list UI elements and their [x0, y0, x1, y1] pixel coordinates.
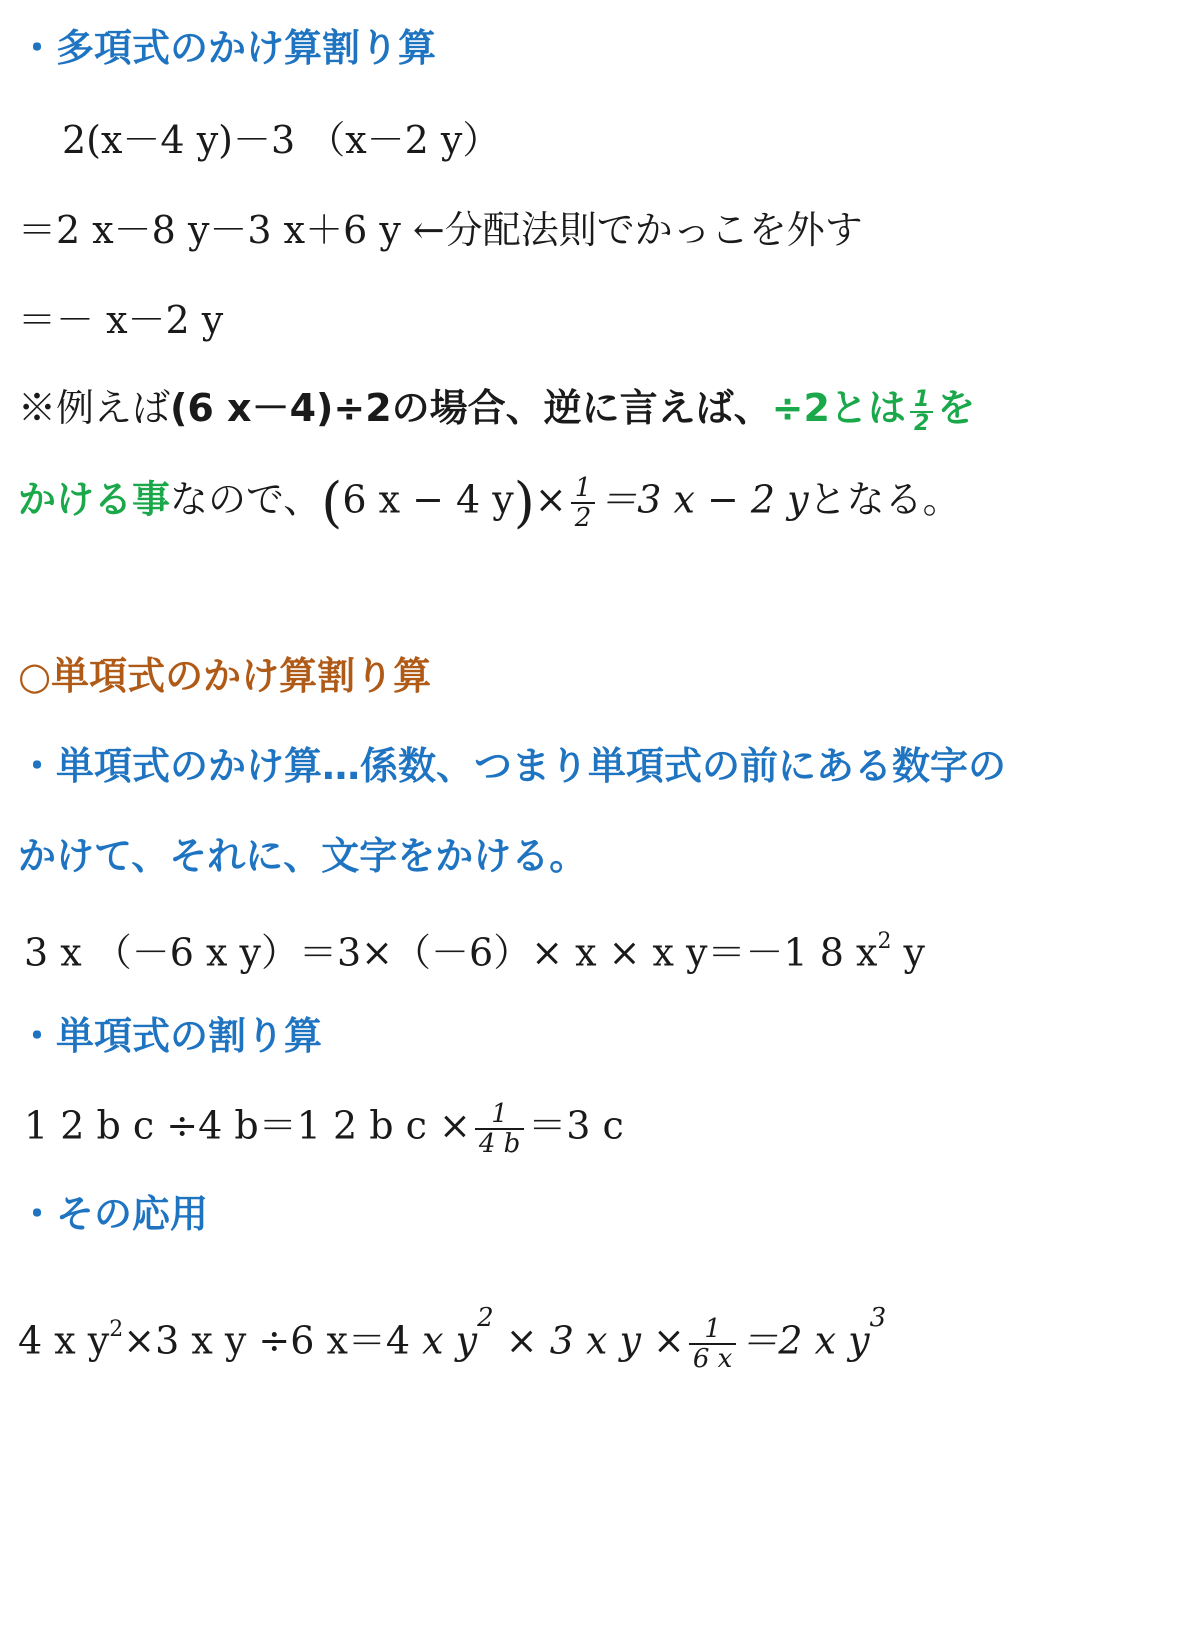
app-fraction [689, 1315, 736, 1373]
app-exp2: 2 [477, 1302, 494, 1333]
div-fraction [475, 1100, 524, 1158]
note-green: ÷2とは [771, 386, 906, 430]
app-exp1: 2 [109, 1317, 124, 1342]
div-frac-num: 1 [491, 1099, 508, 1129]
mult-expr-line [24, 922, 925, 977]
sub1-line-1: ・単項式のかけ算…係数、つまり単項式の前にある数字の [18, 744, 1007, 788]
app-mid: ×3 x y ÷6 x＝4 [123, 1318, 423, 1363]
note2-green: かける事 [18, 477, 171, 522]
app-times: × [640, 1318, 685, 1363]
note-green-end: を [937, 386, 976, 430]
note-line-1 [18, 384, 975, 435]
div-expr: 1 2 b c ÷4 b＝1 2 b c × [24, 1103, 471, 1148]
note2-frac-den: 2 [571, 502, 596, 532]
expr-line-2-note: ←分配法則でかっこを外す [412, 208, 863, 252]
note2-fraction [571, 474, 596, 532]
sub3-heading: ・その応用 [18, 1192, 209, 1236]
note2-inner: 6 x − 4 y [342, 477, 514, 522]
app-it1: x y [422, 1318, 478, 1363]
div-frac-den: 4 b [475, 1128, 524, 1158]
div-expr-line [24, 1100, 624, 1158]
expr-line-3: ＝－ x－2 y [18, 298, 224, 342]
note-line-2 [18, 471, 961, 534]
app-mid2: × [493, 1318, 550, 1363]
app-it2: 3 x y [549, 1318, 641, 1363]
note2-text: なので、 [170, 477, 322, 522]
section2-heading: ○単項式のかけ算割り算 [18, 654, 432, 698]
mult-tail: y [891, 930, 926, 975]
note2-result: ＝3 x − 2 y [599, 477, 809, 522]
sub2-heading: ・単項式の割り算 [18, 1014, 323, 1058]
note-fraction [910, 386, 933, 436]
note2-frac-num: 1 [574, 473, 592, 503]
app-expr-line [18, 1302, 887, 1375]
note2-tail: となる。 [808, 477, 961, 522]
note-prefix: ※例えば [18, 386, 171, 430]
app-frac-num: 1 [704, 1314, 721, 1345]
expr-line-1: 2(x－4 y)－3 （x－2 y） [62, 118, 501, 162]
section1-heading: ・多項式のかけ算割り算 [18, 26, 437, 70]
app-result: ＝2 x y [740, 1318, 870, 1363]
note2-paren-open: ( [321, 471, 343, 534]
note-bold: (6 x－4)÷2の場合、逆に言えば、 [170, 386, 772, 430]
note-frac-num: 1 [913, 386, 930, 412]
mult-exp: 2 [877, 929, 892, 954]
expr-line-2-math: ＝2 x－8 y－3 x＋6 y [18, 208, 413, 252]
app-expr: 4 x y [18, 1318, 110, 1363]
expr-line-2 [18, 206, 863, 254]
note-frac-den: 2 [910, 411, 933, 435]
note2-paren-close: ) [513, 471, 535, 534]
div-result: ＝3 c [528, 1103, 624, 1148]
note2-times: × [534, 477, 567, 522]
app-frac-den: 6 x [689, 1343, 736, 1373]
sub1-line-2: かけて、それに、文字をかける。 [18, 834, 588, 878]
mult-expr: 3 x （－6 x y）＝3×（－6）× x × x y＝－1 8 x [24, 930, 878, 975]
app-exp3: 3 [869, 1302, 887, 1333]
